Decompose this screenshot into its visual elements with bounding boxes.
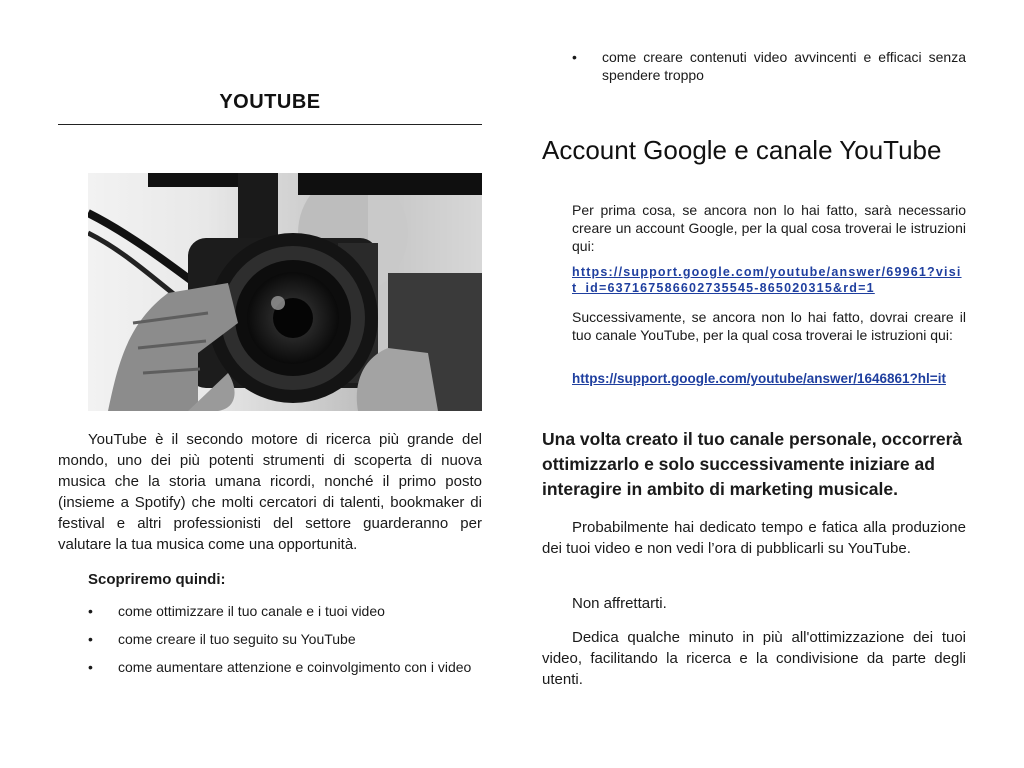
list-item	[58, 630, 482, 648]
body-paragraph-short: Non affrettarti.	[572, 595, 667, 612]
account-paragraph: Per prima cosa, se ancora non lo hai fatto, sarà necessario creare un account Google, per la qual cosa troverai le istruzioni qui:	[572, 202, 966, 254]
list-item-text: come creare il tuo seguito su YouTube	[118, 631, 356, 647]
list-item	[58, 658, 482, 676]
list-item-text: come ottimizzare il tuo canale e i tuoi video	[118, 603, 385, 619]
google-account-link[interactable]: https://support.google.com/youtube/answer/69961?visit_id=637167586602735545-865020315&rd=1	[572, 265, 962, 295]
callout-text: Una volta creato il tuo canale personale, occorrerà ottimizzarlo e solo successivamente iniziare ad interagire in ambito di marketing musicale.	[542, 429, 963, 499]
list-item-text: come creare contenuti video avvincenti e efficaci senza spendere troppo	[602, 49, 966, 83]
youtube-channel-link[interactable]: https://support.google.com/youtube/answer/1646861?hl=it	[572, 371, 946, 386]
bullet-icon: •	[88, 631, 93, 647]
bullet-icon: •	[572, 49, 577, 65]
chapter-title: YOUTUBE	[219, 91, 321, 113]
bullet-icon: •	[88, 603, 93, 619]
list-item	[58, 602, 482, 620]
topics-list-continued	[542, 48, 966, 84]
subheading: Scopriremo quindi:	[88, 571, 226, 588]
bullet-icon: •	[88, 659, 93, 675]
channel-paragraph: Successivamente, se ancora non lo hai fatto, dovrai creare il tuo canale YouTube, per la qual cosa troverai le istruzioni qui:	[572, 309, 966, 343]
camera-photo-icon	[88, 173, 482, 411]
intro-paragraph: YouTube è il secondo motore di ricerca più grande del mondo, uno dei più potenti strumenti di scoperta di nuova musica che la storia umana ricordi, nonché il primo posto (insieme a Spotify) che molti cercatori di talenti, bookmaker di festival e altri professionisti del settore guarderanno per valutare la tua musica come una opportunità.	[58, 431, 482, 553]
list-item-text: come aumentare attenzione e coinvolgimento con i video	[118, 659, 472, 675]
title-divider	[58, 124, 482, 125]
body-paragraph: Dedica qualche minuto in più all'ottimizzazione dei tuoi video, facilitando la ricerca e la condivisione da parte degli utenti.	[542, 629, 966, 688]
topics-list	[58, 602, 482, 686]
camera-photo	[88, 173, 482, 411]
section-heading: Account Google e canale YouTube	[542, 135, 942, 165]
list-item	[542, 48, 966, 84]
body-paragraph: Probabilmente hai dedicato tempo e fatica alla produzione dei tuoi video e non vedi l’ora di pubblicarli su YouTube.	[542, 519, 966, 557]
